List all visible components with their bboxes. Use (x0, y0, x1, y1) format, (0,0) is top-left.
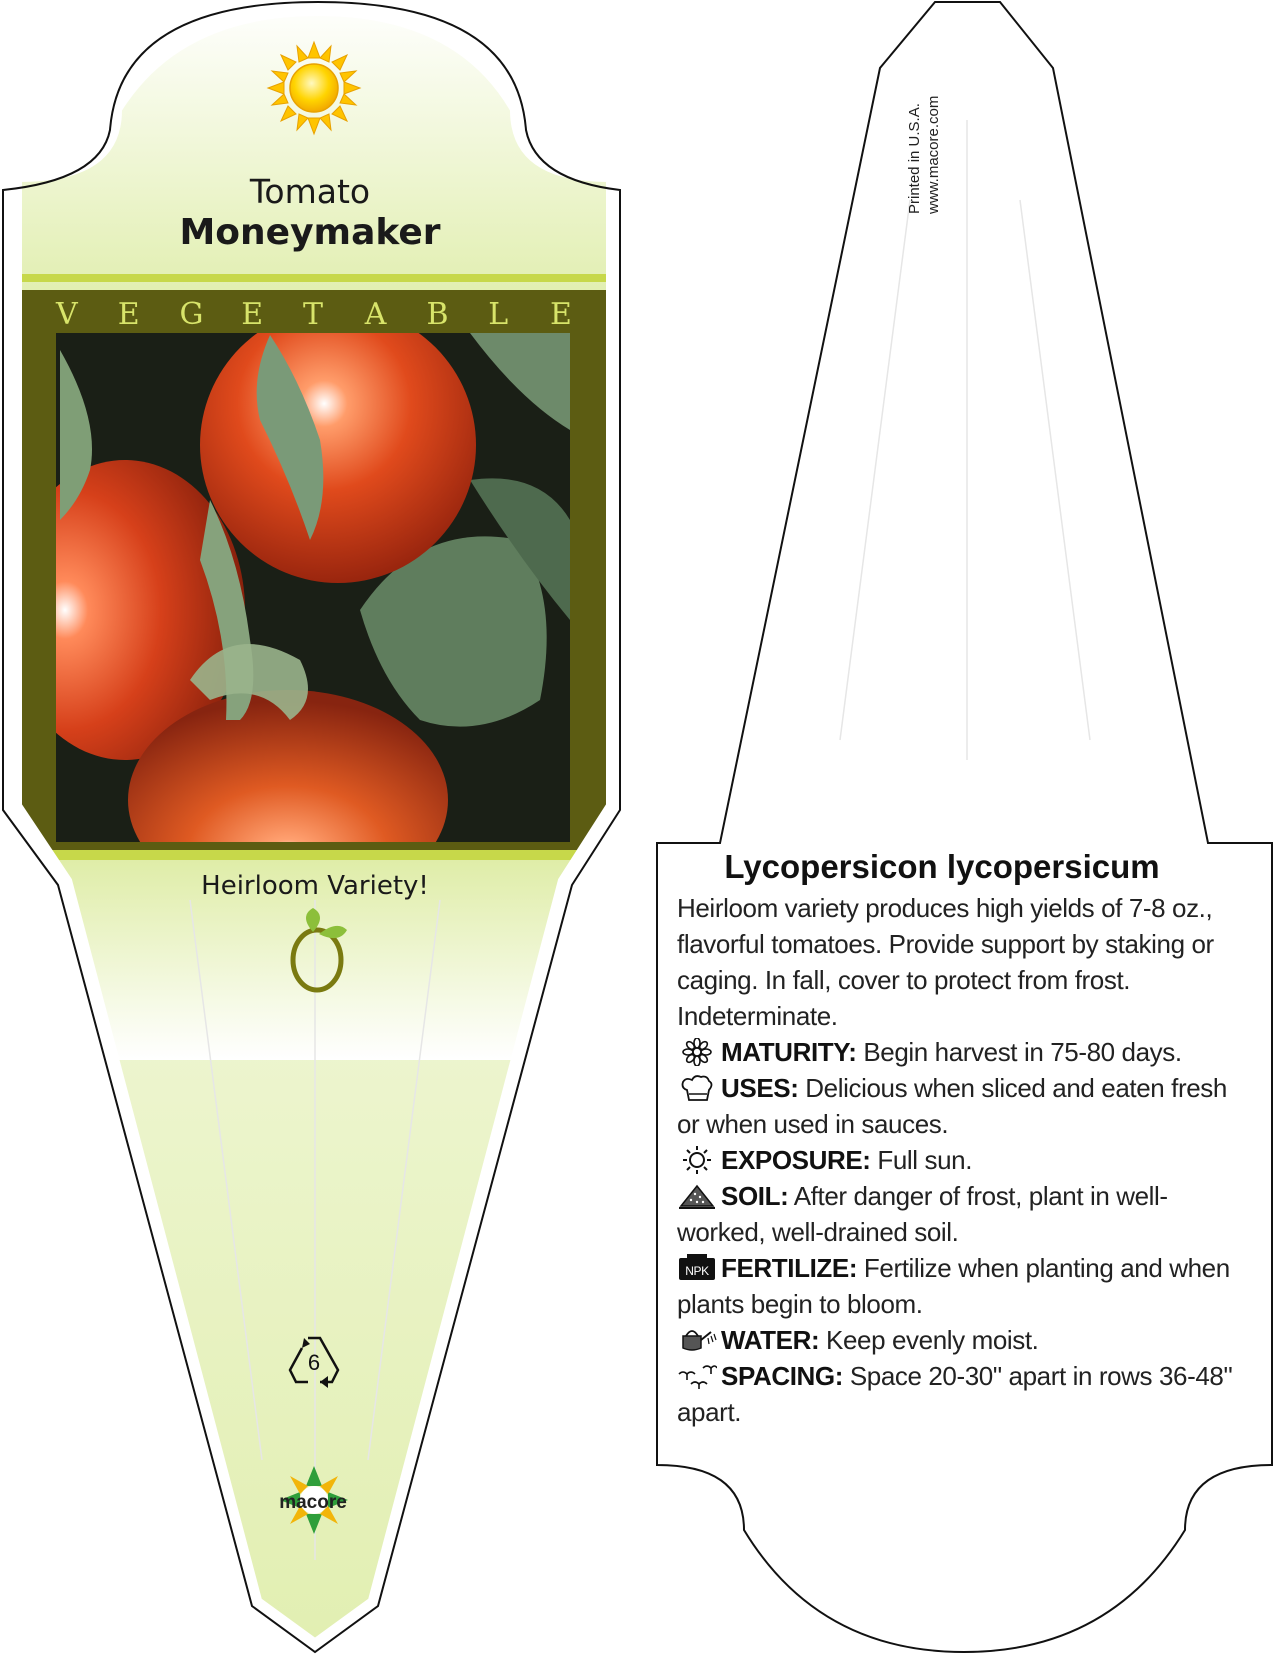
care-label: WATER: (721, 1325, 820, 1355)
category-letter: E (241, 297, 264, 332)
flower-icon (677, 1038, 717, 1066)
sun-outline-icon (677, 1146, 717, 1174)
category-letter: E (117, 297, 140, 332)
care-label: SOIL: (721, 1181, 789, 1211)
soil-icon (677, 1182, 717, 1210)
back-content (677, 848, 1237, 1430)
category-letter: B (426, 297, 449, 332)
care-label: FERTILIZE: (721, 1253, 858, 1283)
category-letter: T (303, 297, 324, 332)
header-band (20, 274, 610, 282)
sun-icon (268, 42, 360, 134)
watering-can-icon (677, 1326, 717, 1354)
category-letter: V (56, 297, 78, 332)
care-text: Begin harvest in 75-80 days. (856, 1037, 1182, 1067)
care-label: SPACING: (721, 1361, 843, 1391)
category-letter: G (179, 297, 204, 332)
care-maturity (677, 1034, 1237, 1070)
category-letter: L (488, 297, 509, 332)
care-text: Delicious when sliced and eaten fresh or when used in sauces. (677, 1073, 1227, 1139)
care-text: Full sun. (870, 1145, 973, 1175)
care-exposure (677, 1142, 1237, 1178)
care-label: EXPOSURE: (721, 1145, 871, 1175)
printed-line: Printed in U.S.A. (906, 103, 923, 214)
category-letter: A (364, 297, 387, 332)
care-text: Fertilize when planting and when plants begin to bloom. (677, 1253, 1230, 1319)
category-label (56, 297, 570, 332)
care-spacing (677, 1358, 1237, 1430)
care-fertilize (677, 1250, 1237, 1322)
chef-hat-icon (677, 1074, 717, 1102)
svg-text:NPK: NPK (685, 1264, 709, 1278)
care-label: MATURITY: (721, 1037, 857, 1067)
care-label: USES: (721, 1073, 799, 1103)
care-text: Keep evenly moist. (819, 1325, 1039, 1355)
care-text: After danger of frost, plant in well-worked, well-drained soil. (677, 1181, 1168, 1247)
variety-name: Moneymaker (179, 212, 441, 253)
category-letter: E (550, 297, 572, 332)
care-soil (677, 1178, 1237, 1250)
care-text: Space 20-30" apart in rows 36-48" apart. (677, 1361, 1233, 1427)
printed-notice (905, 96, 943, 214)
npk-icon (677, 1254, 717, 1282)
highlight-text: Heirloom Variety! (201, 871, 429, 901)
botanical-name: Lycopersicon lycopersicum (724, 848, 1160, 885)
brand-name: macore (279, 1492, 347, 1513)
care-uses (677, 1070, 1237, 1142)
care-water (677, 1322, 1237, 1358)
common-name: Tomato (249, 172, 371, 211)
recycle-code: 6 (307, 1350, 321, 1375)
tomato-photo (5, 307, 570, 910)
website-line: www.macore.com (925, 95, 942, 214)
description: Heirloom variety produces high yields of 7-8 oz., flavorful tomatoes. Provide support by staking or caging. In fall, cover to protect from frost. Indeterminate. (677, 893, 1214, 1031)
spacing-icon (677, 1362, 717, 1390)
